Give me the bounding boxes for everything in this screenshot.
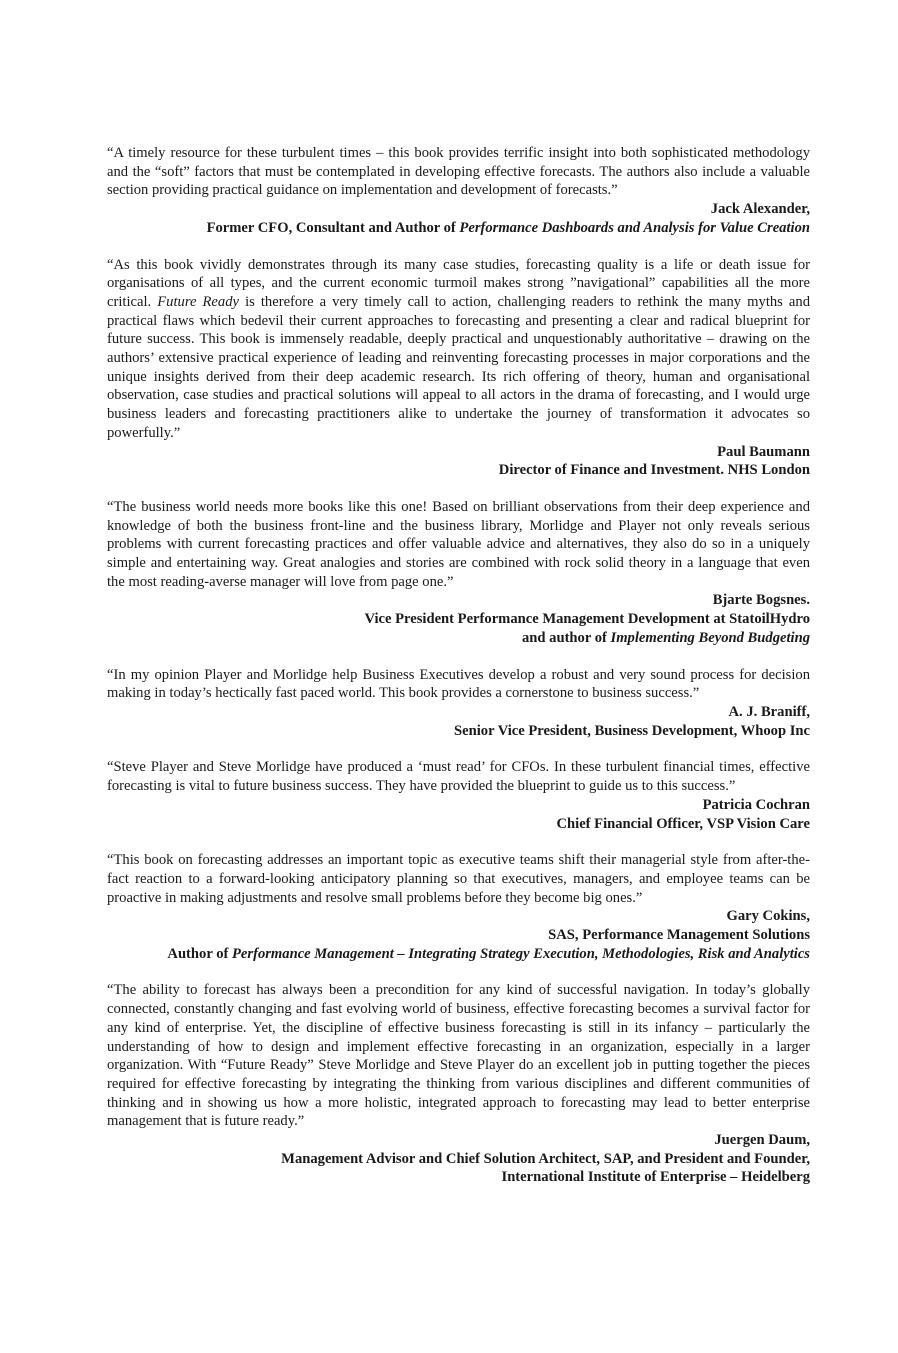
endorsement-quote: “The ability to forecast has always been a precondition for any kind of successful navigation. In today’s globally connected, constantly changing and fast evolving world of business, effective forecasting becomes a survival factor for any kind of enterprise. Yet, the discipline of effective business forecasting is still in its infancy – particularly the understanding of how to design and implement effective forecasting in an organization, especially in a larger organization. With “Future Ready” Steve Morlidge and Steve Player do an excellent job in putting together the pieces required for effective forecasting by integrating the thinking from various disciplines and different communities of thinking and in showing us how a more holistic, integrated approach to forecasting may lead to better enterprise management that is future ready.” — [107, 982, 810, 1130]
endorsement-daum — [107, 981, 810, 1187]
endorsements-page — [107, 144, 810, 1205]
endorsement-bogsnes — [107, 498, 810, 648]
endorser-title: Management Advisor and Chief Solution Architect, SAP, and President and Founder, — [281, 1150, 810, 1167]
endorser-title-2 — [107, 945, 810, 964]
endorser-title: Chief Financial Officer, VSP Vision Care — [556, 815, 810, 832]
endorsement-attribution — [107, 703, 810, 740]
endorser-title-text: Former CFO, Consultant and Author of — [206, 219, 460, 236]
endorsement-braniff — [107, 666, 810, 741]
quote-text: “As this book vividly demonstrates through its many case studies, forecasting quality is a life or death issue for organisations of all types, and the current economic turmoil makes strong ”navigational” capabilities all the more critical. — [107, 256, 810, 310]
endorsement-baumann — [107, 256, 810, 480]
endorser-name: Patricia Cochran — [702, 796, 810, 813]
endorser-title-text: Author of — [167, 945, 233, 962]
endorsement-attribution — [107, 1131, 810, 1187]
book-title: Performance Dashboards and Analysis for Value Creation — [459, 219, 810, 236]
quote-text: is therefore a very timely call to action, challenging readers to rethink the many myths and practical flaws which bedevil their current approaches to forecasting and presenting a clear and radical blueprint for future success. This book is immensely readable, deeply practical and unquestionably authoritative – drawing on the authors’ extensive practical experience of leading and reinventing forecasting processes in major corporations and the unique insights derived from their deep academic research. Its rich offering of theory, human and organisational observation, case studies and practical solutions will appeal to all actors in the drama of forecasting, and I would urge business leaders and forecasting practitioners alike to undertake the journey of transformation it advocates so powerfully.” — [107, 293, 811, 441]
endorser-name: A. J. Braniff, — [728, 703, 810, 720]
endorser-name: Gary Cokins, — [726, 908, 810, 925]
book-title: Future Ready — [157, 293, 239, 310]
endorsement-quote: “This book on forecasting addresses an important topic as executive teams shift their managerial style from after-the-fact reaction to a forward-looking anticipatory planning so that executives, managers, and employee teams can be proactive in making adjustments and resolve small problems before they become big ones.” — [107, 852, 810, 906]
endorser-name: Paul Baumann — [717, 443, 810, 460]
endorsement-quote: “Steve Player and Steve Morlidge have produced a ‘must read’ for CFOs. In these turbulent financial times, effective forecasting is vital to future business success. They have provided the blueprint to guide us to this success.” — [107, 759, 810, 795]
endorser-title-text: and author of — [521, 629, 611, 646]
endorsement-attribution — [107, 796, 810, 833]
endorsement-quote: “In my opinion Player and Morlidge help Business Executives develop a robust and very sound process for decision making in today’s hectically fast paced world. This book provides a cornerstone to business success.” — [107, 666, 810, 702]
endorsement-attribution — [107, 907, 810, 963]
endorser-title: Senior Vice President, Business Development, Whoop Inc — [454, 722, 810, 739]
endorser-title: Vice President Performance Management Development at StatoilHydro — [364, 611, 810, 628]
endorser-title — [107, 219, 810, 238]
endorser-title: Director of Finance and Investment. NHS London — [498, 462, 810, 479]
book-title: Implementing Beyond Budgeting — [610, 629, 810, 646]
endorser-name: Juergen Daum, — [714, 1132, 810, 1149]
endorser-name: Bjarte Bogsnes. — [712, 592, 810, 609]
endorser-name: Jack Alexander, — [710, 201, 810, 218]
endorser-title-2 — [107, 629, 810, 648]
endorser-title-2: International Institute of Enterprise – Heidelberg — [501, 1169, 810, 1186]
endorsement-alexander — [107, 144, 810, 238]
endorsement-attribution — [107, 443, 810, 480]
endorsement-quote: “A timely resource for these turbulent times – this book provides terrific insight into both sophisticated methodology and the “soft” factors that must be contemplated in developing effective forecasts. The authors also include a valuable section providing practical guidance on implementation and development of forecasts.” — [107, 145, 810, 199]
book-title: Performance Management – Integrating Strategy Execution, Methodologies, Risk and Analytics — [232, 945, 810, 962]
endorsement-attribution — [107, 591, 810, 647]
endorsement-quote: “The business world needs more books like this one! Based on brilliant observations from their deep experience and knowledge of both the business front-line and the business library, Morlidge and Player not only reveals serious problems with current forecasting practices and offer valuable advice and alternatives, they also do so in a uniquely simple and entertaining way. Great analogies and stories are combined with rock solid theory in a language that even the most reading-averse manager will love from page one.” — [107, 498, 810, 590]
endorsement-cokins — [107, 851, 810, 963]
endorsement-quote — [107, 256, 810, 443]
endorser-title: SAS, Performance Management Solutions — [548, 927, 810, 944]
endorsement-cochran — [107, 758, 810, 833]
endorsement-attribution — [107, 200, 810, 237]
